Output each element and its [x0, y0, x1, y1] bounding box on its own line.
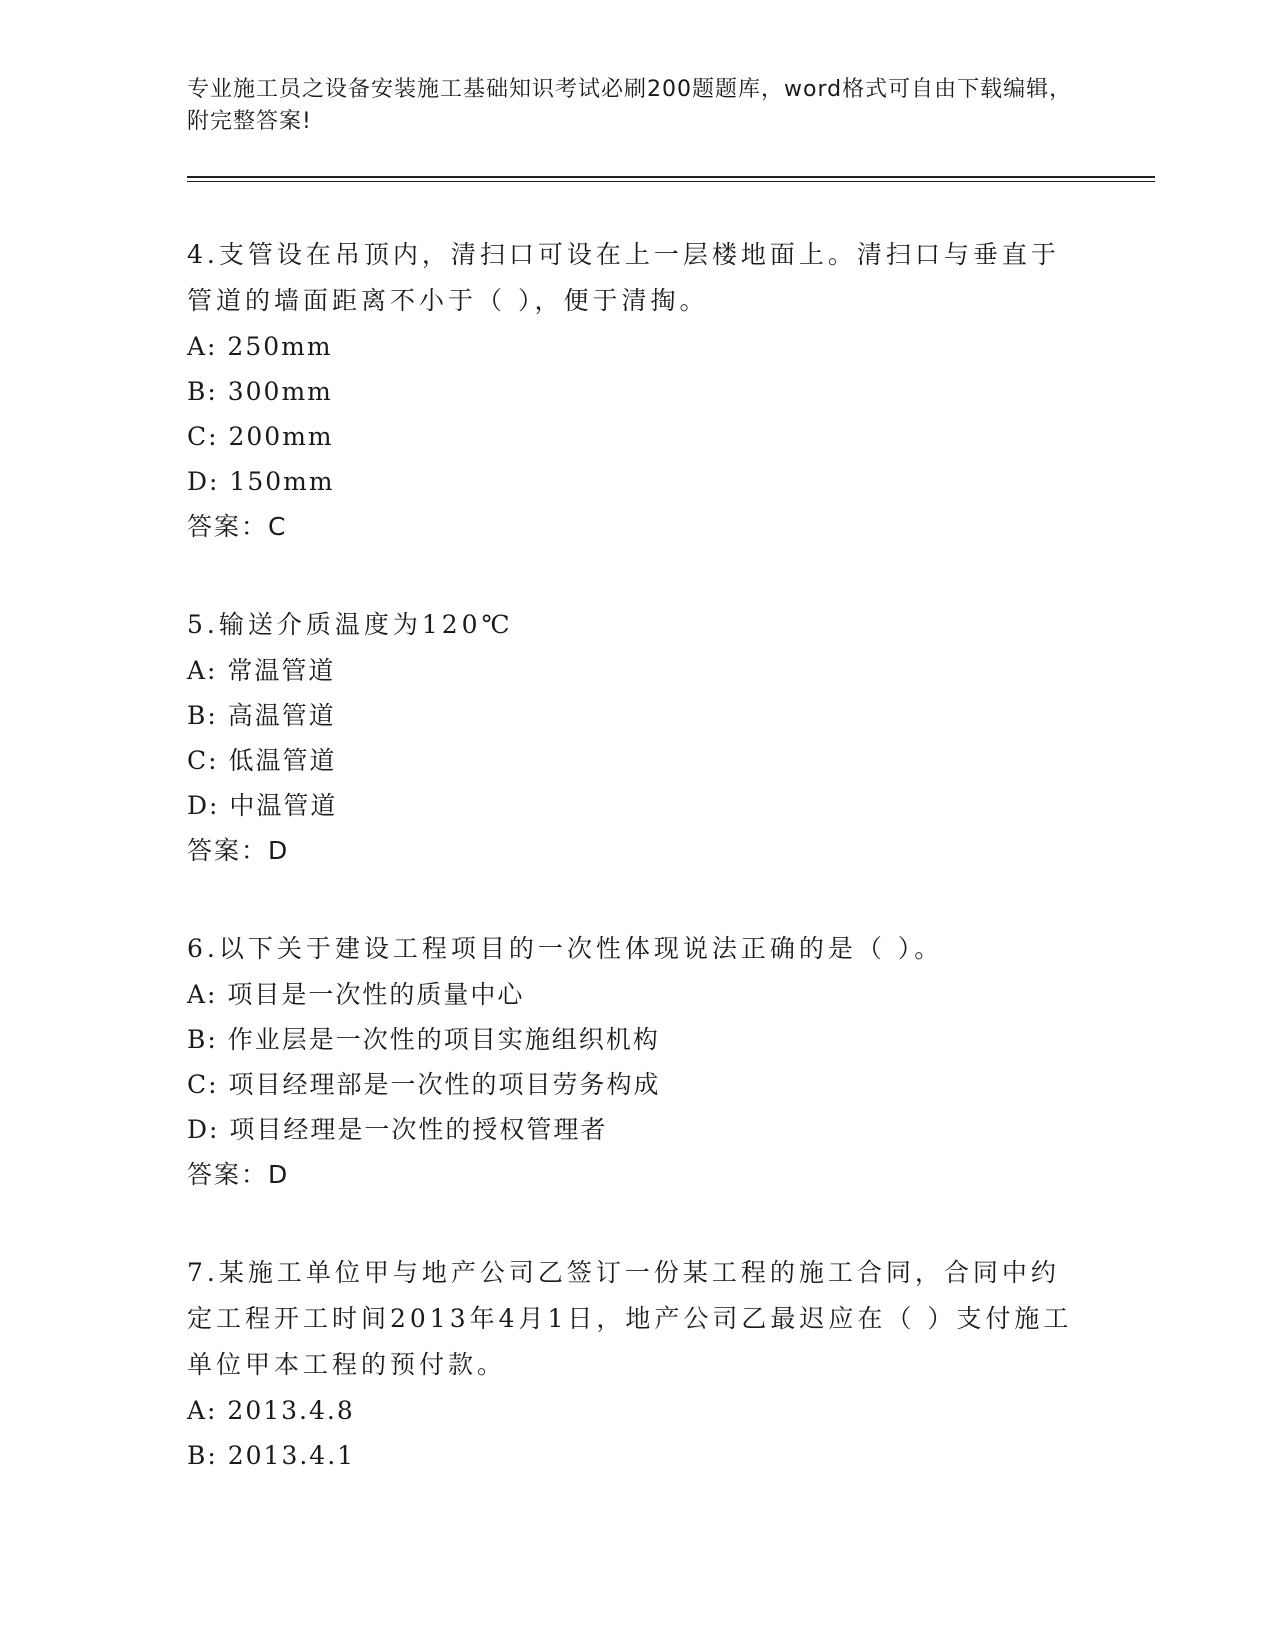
- answer-label: 答案：D: [187, 836, 290, 865]
- answer-label: 答案：C: [187, 512, 288, 541]
- option-a: A: 2013.4.8: [187, 1396, 355, 1425]
- option-b: B: 300mm: [187, 377, 333, 406]
- header-divider-thin: [187, 181, 1155, 182]
- question-6: [187, 926, 1087, 1198]
- option-a: A: 250mm: [187, 332, 333, 361]
- option-c: C: 200mm: [187, 422, 334, 451]
- option-c: C: 低温管道: [187, 746, 337, 775]
- question-5: [187, 602, 1087, 874]
- question-stem: 4.支管设在吊顶内，清扫口可设在上一层楼地面上。清扫口与垂直于管道的墙面距离不小于（ ），便于清掏。: [187, 240, 1060, 315]
- document-header-title: 专业施工员之设备安装施工基础知识考试必刷200题题库，word格式可自由下载编辑，附完整答案!: [187, 77, 1073, 134]
- header-divider-thick: [187, 176, 1155, 178]
- option-b: B: 2013.4.1: [187, 1441, 356, 1470]
- question-list: [187, 232, 1087, 1530]
- question-7: [187, 1250, 1087, 1478]
- question-stem: 6.以下关于建设工程项目的一次性体现说法正确的是（ ）。: [187, 934, 944, 963]
- question-4: [187, 232, 1087, 550]
- option-d: D: 150mm: [187, 467, 335, 496]
- option-b: B: 作业层是一次性的项目实施组织机构: [187, 1025, 660, 1054]
- option-a: A: 常温管道: [187, 656, 336, 685]
- question-stem: 5.输送介质温度为120℃: [187, 610, 514, 639]
- option-d: D: 项目经理是一次性的授权管理者: [187, 1115, 608, 1144]
- option-d: D: 中温管道: [187, 791, 338, 820]
- option-c: C: 项目经理部是一次性的项目劳务构成: [187, 1070, 661, 1099]
- question-stem: 7.某施工单位甲与地产公司乙签订一份某工程的施工合同，合同中约定工程开工时间2013年4月1日，地产公司乙最迟应在（ ）支付施工单位甲本工程的预付款。: [187, 1258, 1073, 1379]
- option-b: B: 高温管道: [187, 701, 336, 730]
- option-a: A: 项目是一次性的质量中心: [187, 980, 525, 1009]
- answer-label: 答案：D: [187, 1160, 290, 1189]
